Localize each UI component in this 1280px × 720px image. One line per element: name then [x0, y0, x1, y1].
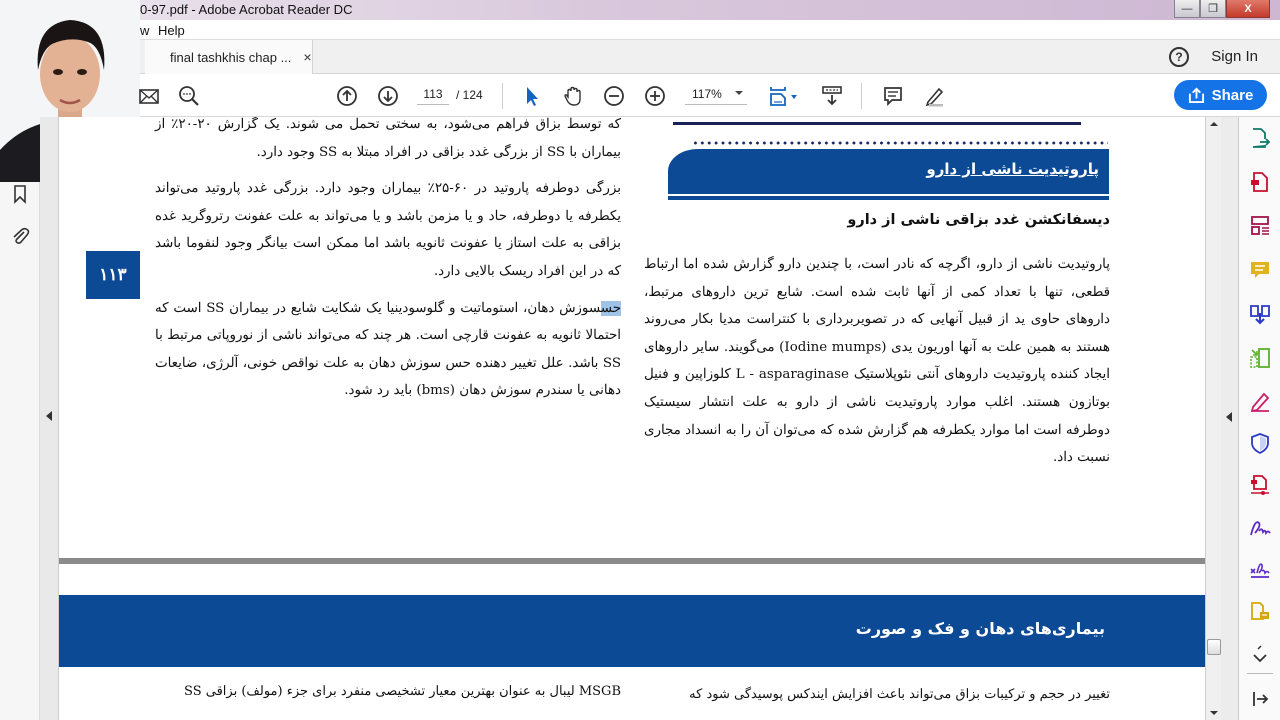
next-page-right-line: تغییر در حجم و ترکیبات بزاق می‌تواند باعث افزایش ایندکس پوسیدگی شود که [689, 687, 1110, 702]
email-icon[interactable] [137, 84, 161, 108]
zoom-in-icon[interactable] [643, 84, 667, 108]
close-window-button[interactable]: X [1226, 0, 1270, 18]
right-panel-toggle[interactable] [1221, 117, 1239, 720]
zoom-level-select[interactable] [685, 87, 747, 105]
chapter-banner [59, 595, 1205, 667]
total-pages: / 124 [456, 88, 483, 102]
dotted-rule [692, 141, 1108, 145]
right-column [644, 251, 1110, 472]
close-tab-icon[interactable]: × [303, 49, 312, 65]
left-column [155, 117, 621, 405]
toolbar [140, 75, 1280, 117]
collapse-panel-icon[interactable] [1249, 688, 1271, 710]
combine-files-icon[interactable] [1249, 303, 1271, 325]
page-number-input[interactable]: 113 [417, 87, 449, 105]
chevron-down-icon[interactable] [1249, 643, 1271, 665]
export-pdf-icon[interactable] [1249, 127, 1271, 149]
highlight-pen-icon[interactable] [922, 84, 946, 108]
sign-in-button[interactable]: Sign In [1211, 48, 1258, 65]
scroll-down-icon[interactable] [1210, 711, 1218, 715]
right-tools-panel [1239, 117, 1280, 720]
minimize-button[interactable]: — [1174, 0, 1200, 18]
scroll-up-icon[interactable] [1210, 122, 1218, 126]
vertical-scrollbar[interactable] [1205, 117, 1221, 720]
paragraph [155, 295, 621, 405]
section-banner [668, 149, 1109, 194]
paragraph: بزرگی دوطرفه پاروتید در ۶۰-۲۵٪ بیماران وجود دارد. بزرگی غدد پاروتید می‌تواند یکطرفه یا دوطرفه، حاد و یا مزمن باشد و یا می‌تواند به علت عفونت رتروگرید غده بزاقی به علت استاز یا عفونت ثانویه باشد اما ممکن است بیانگر وجود لنفوما باشد که در این افراد ریسک بالایی دارد. [155, 181, 621, 279]
scroll-mode-icon[interactable] [820, 84, 844, 108]
section-title: پاروتیدیت ناشی از دارو [926, 160, 1099, 178]
title-bar [140, 0, 1280, 20]
search-icon[interactable] [177, 84, 201, 108]
tab-bar [140, 40, 1280, 74]
left-panel-toggle[interactable] [40, 117, 59, 720]
zoom-out-icon[interactable] [602, 84, 626, 108]
window-controls [1174, 0, 1270, 18]
share-icon [1188, 87, 1205, 104]
page-number-badge: ۱۱۳ [86, 251, 140, 299]
next-page-left-line: MSGB لیبال به عنوان بهترین معیار تشخیصی منفرد برای جزء (مولف) بزاقی SS [184, 684, 621, 699]
document-view[interactable] [59, 117, 1205, 720]
header-rule [673, 122, 1081, 125]
create-pdf-icon[interactable] [1249, 171, 1271, 193]
collapse-right-panel-icon[interactable] [1226, 412, 1232, 422]
window-title: 0-97.pdf - Adobe Acrobat Reader DC [140, 2, 353, 17]
organize-pages-icon[interactable] [1249, 215, 1271, 237]
tab-label: final tashkhis chap ... [170, 49, 292, 65]
share-label: Share [1211, 86, 1254, 104]
expand-left-panel-icon[interactable] [46, 411, 52, 421]
menu-view[interactable]: w [140, 23, 150, 38]
page-separator [59, 558, 1205, 564]
comment-tool-icon[interactable] [1249, 259, 1271, 281]
select-cursor-icon[interactable] [520, 84, 544, 108]
toolbar-divider [502, 83, 503, 109]
menu-bar [140, 20, 1280, 40]
edit-pdf-icon[interactable] [1249, 474, 1271, 496]
request-signature-icon[interactable] [1249, 517, 1271, 539]
chapter-title: بیماری‌های دهان و فک و صورت [855, 619, 1105, 638]
fit-page-icon[interactable] [767, 84, 801, 108]
fill-sign-icon[interactable] [1249, 391, 1271, 413]
section-underline [668, 196, 1109, 200]
paragraph-text: سوزش دهان، استوماتیت و گلوسودینیا یک شکایت شایع در بیماران SS است که احتمالا ثانویه به عفونت قارچی است. هر چند که می‌تواند ناشی از نوروپاتی مرتبط با SS باشد. علل تغییر دهنده حس سوزش دهان به علت نواقص خونی، آلرژی، ضایعات دهانی یا سندرم سوزش دهان (bms) باید رد شود. [155, 300, 621, 399]
selected-text[interactable]: حس [600, 300, 621, 316]
share-button[interactable] [1174, 80, 1267, 110]
attachment-icon[interactable] [10, 226, 30, 246]
chevron-down-icon [735, 91, 743, 95]
comment-icon[interactable] [881, 84, 905, 108]
panel-divider [1247, 673, 1273, 674]
paragraph: که توسط بزاق فراهم می‌شود، به سختی تحمل می شوند. یک گزارش ۲۰-۲۰٪ از بیماران با SS از بزرگی غدد بزاقی در افراد مبتلا به SS وجود دارد. [155, 117, 622, 160]
scroll-thumb[interactable] [1207, 639, 1221, 655]
menu-help[interactable]: Help [158, 23, 185, 38]
bookmark-icon[interactable] [10, 184, 30, 204]
left-nav-panel [0, 182, 40, 720]
compress-pdf-icon[interactable] [1249, 347, 1271, 369]
hand-tool-icon[interactable] [561, 84, 585, 108]
subheading: دیسفانکشن غدد بزاقی ناشی از دارو [847, 212, 1110, 228]
send-for-signature-icon[interactable] [1249, 559, 1271, 581]
zoom-value: 117% [692, 87, 722, 101]
more-tools-icon[interactable] [1249, 601, 1271, 623]
next-page-icon[interactable] [376, 84, 400, 108]
toolbar-divider [861, 83, 862, 109]
document-tab[interactable] [145, 40, 313, 74]
protect-icon[interactable] [1249, 432, 1271, 454]
prev-page-icon[interactable] [335, 84, 359, 108]
restore-button[interactable]: ❐ [1200, 0, 1226, 18]
paragraph: پاروتیدیت ناشی از دارو، اگرچه که نادر است، با چندین دارو گزارش شده اما ارتباط قطعی، تنها با تعداد کمی از آنها ثابت شده است. شایع ترین داروهای مرتبط، داروهای حاوی ید از قبیل آنهایی که در تصویربرداری با کنتراست مدیا بکار می‌روند هستند به همین علت به آنها اوریون یدی (Iodine mumps) می‌گویند. سایر داروهای ایجاد کننده پاروتیدیت داروهای آنتی نئوپلاستیک L - asparaginase کلوزاپین و فنیل بوتازون هستند. اغلب موارد پاروتیدیت ناشی از دارو به علت انتشار سیستیک دوطرفه است اما موارد یکطرفه هم گزارش شده که می‌توان آن را به انسداد مجاری نسبت داد. [644, 257, 1111, 466]
help-icon[interactable]: ? [1169, 47, 1189, 67]
